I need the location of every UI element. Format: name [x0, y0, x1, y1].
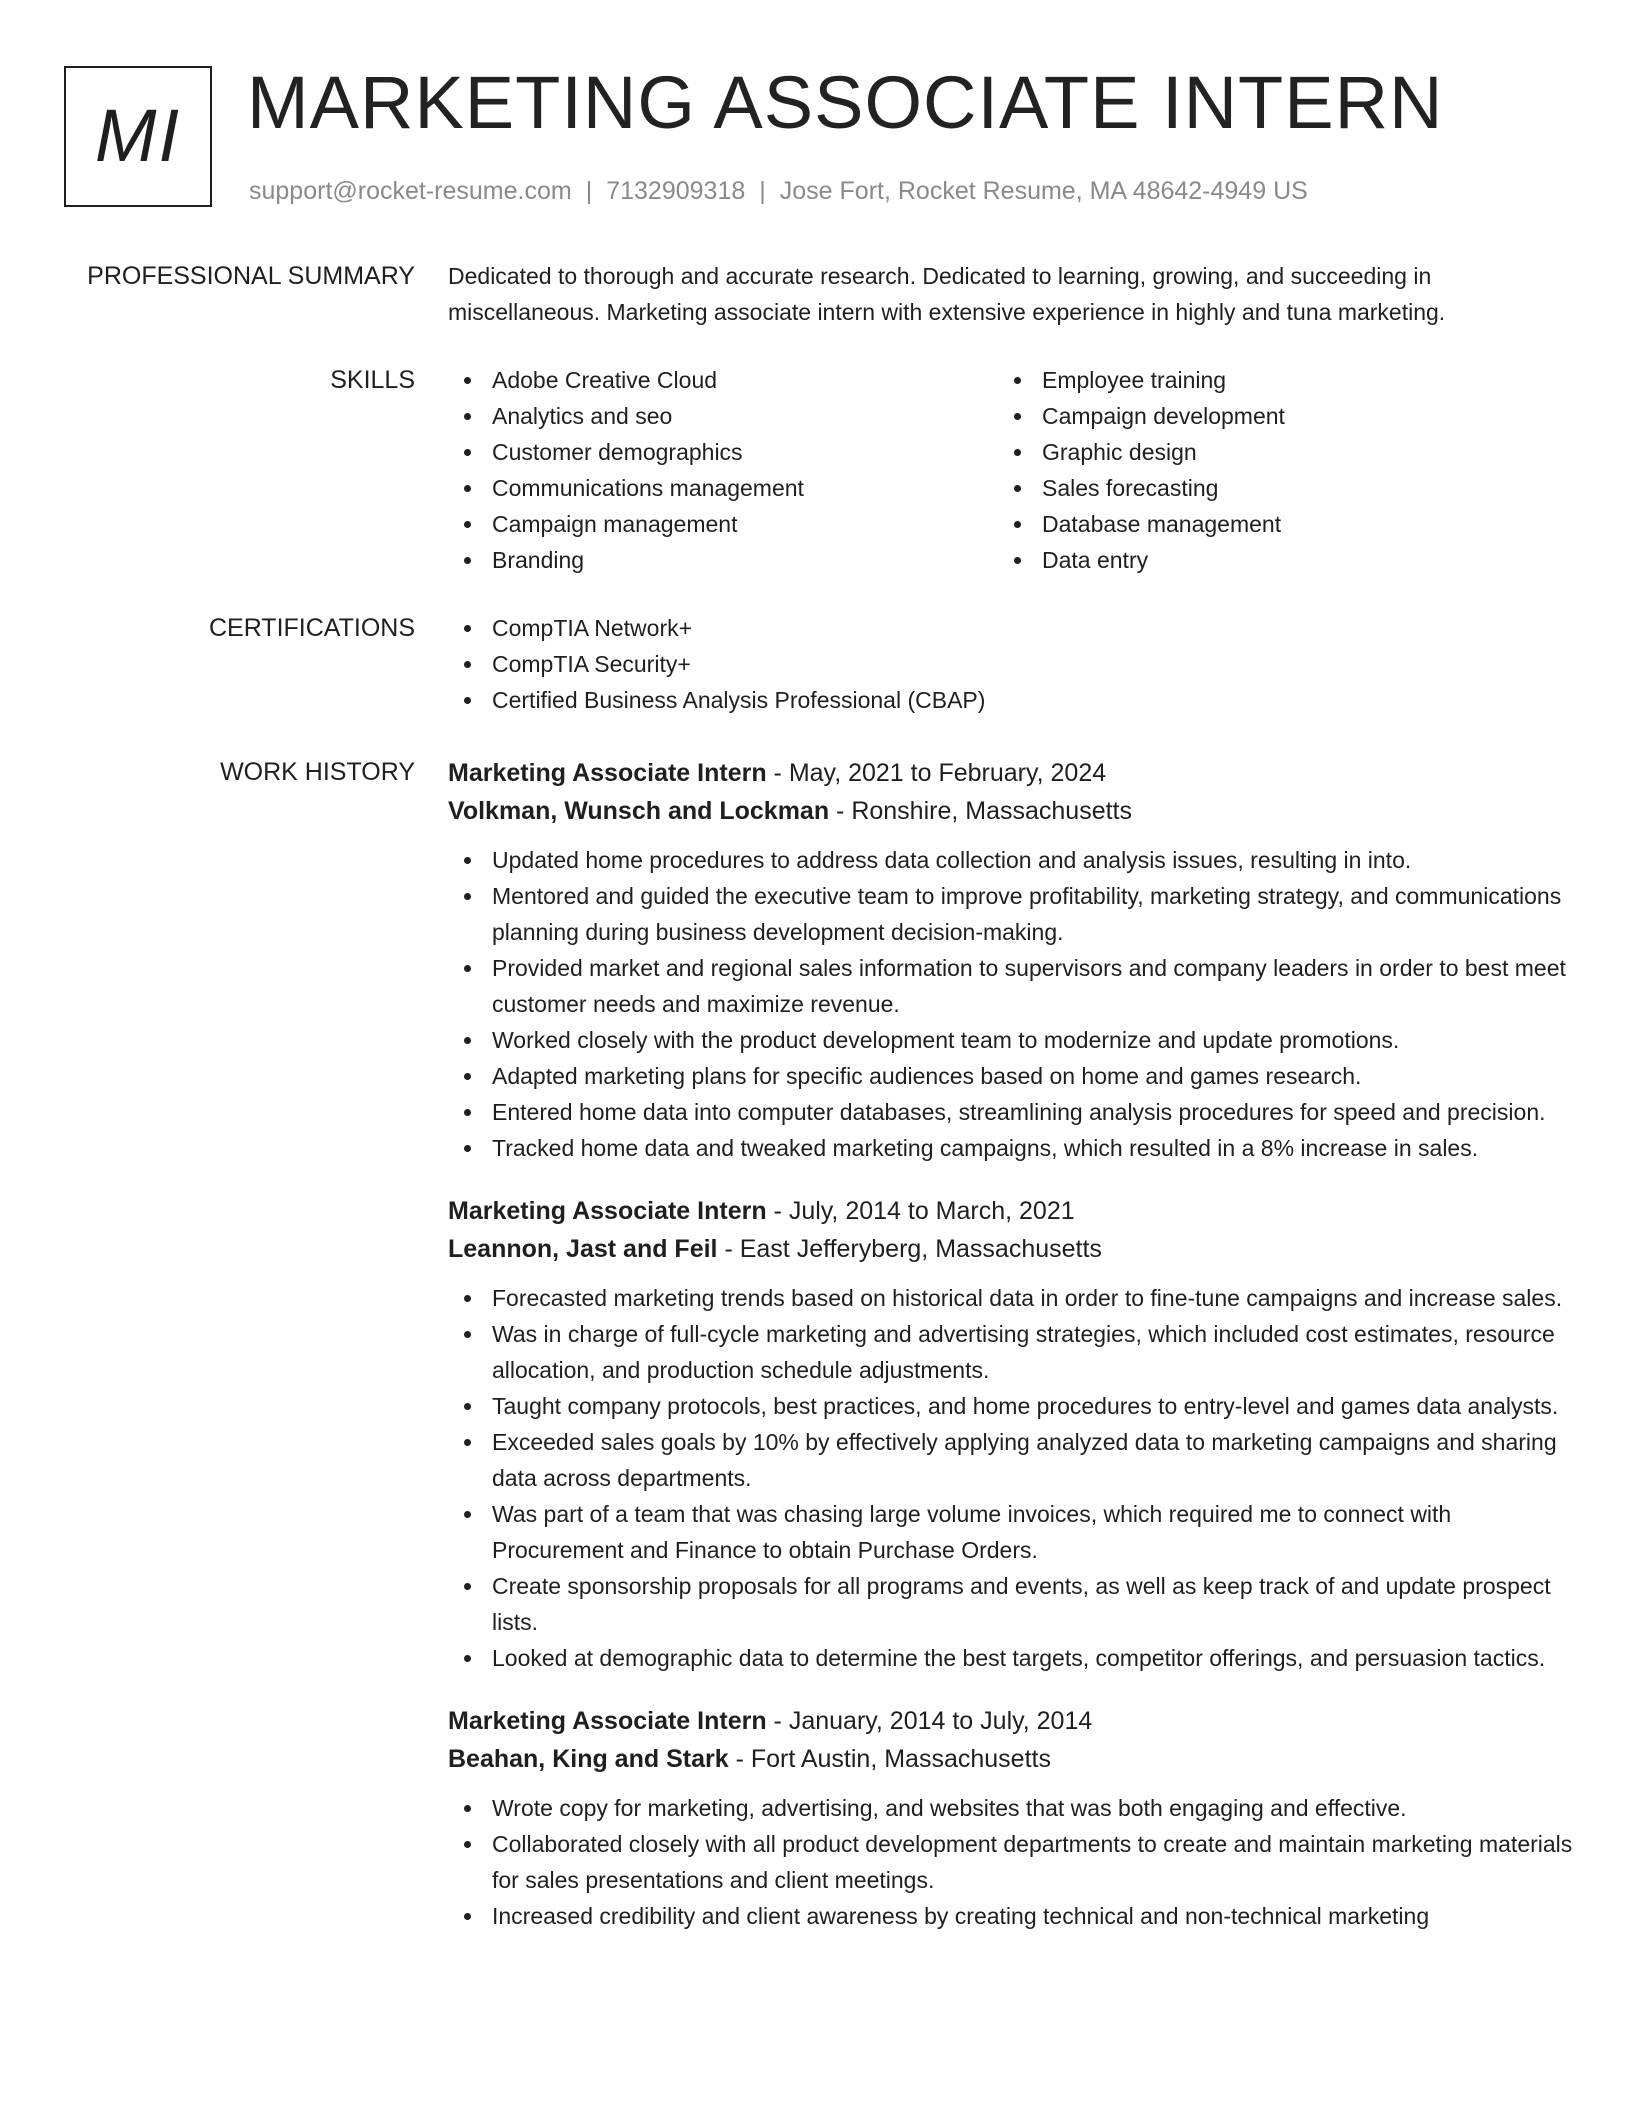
summary-label: PROFESSIONAL SUMMARY	[87, 262, 415, 290]
list-item: Worked closely with the product development team to modernize and update promotions.	[448, 1022, 1578, 1058]
job-entry	[448, 1702, 1578, 1934]
contact-line	[249, 176, 1308, 206]
job-title: Marketing Associate Intern	[448, 759, 767, 787]
contact-separator: |	[759, 177, 766, 205]
summary-text: Dedicated to thorough and accurate research. Dedicated to learning, growing, and succeeding in miscellaneous. Marketing associate intern with extensive experience in highly and tuna marketing.	[448, 263, 1446, 325]
summary-body	[448, 258, 1578, 330]
list-item: Updated home procedures to address data collection and analysis issues, resulting in into.	[448, 842, 1578, 878]
dash: -	[766, 1707, 789, 1735]
list-item: Employee training	[998, 362, 1548, 398]
list-item: Database management	[998, 506, 1548, 542]
dash: -	[766, 1197, 789, 1225]
list-item: Data entry	[998, 542, 1548, 578]
list-item: Certified Business Analysis Professional (CBAP)	[448, 682, 1578, 718]
job-company: Leannon, Jast and Feil	[448, 1235, 718, 1263]
job-location: East Jefferyberg, Massachusetts	[739, 1235, 1102, 1263]
list-item: Adapted marketing plans for specific audiences based on home and games research.	[448, 1058, 1578, 1094]
list-item: Entered home data into computer databases, streamlining analysis procedures for speed and precision.	[448, 1094, 1578, 1130]
skills-list-left	[448, 362, 998, 578]
list-item: Exceeded sales goals by 10% by effectively applying analyzed data to marketing campaigns and sharing data across departments.	[448, 1424, 1578, 1496]
job-bullets	[448, 842, 1578, 1166]
contact-address: Jose Fort, Rocket Resume, MA 48642-4949 US	[779, 177, 1308, 205]
job-bullets	[448, 1280, 1578, 1676]
list-item: Sales forecasting	[998, 470, 1548, 506]
job-company: Beahan, King and Stark	[448, 1745, 729, 1773]
job-location: Fort Austin, Massachusetts	[750, 1745, 1051, 1773]
list-item: Analytics and seo	[448, 398, 998, 434]
job-entry	[448, 754, 1578, 1166]
job-dates: July, 2014 to March, 2021	[788, 1197, 1075, 1225]
skills-list-right	[998, 362, 1548, 578]
list-item: Create sponsorship proposals for all programs and events, as well as keep track of and update prospect lists.	[448, 1568, 1578, 1640]
job-company-line	[448, 792, 1578, 830]
list-item: Provided market and regional sales information to supervisors and company leaders in order to best meet customer needs and maximize revenue.	[448, 950, 1578, 1022]
job-company-line	[448, 1740, 1578, 1778]
contact-separator: |	[585, 177, 593, 205]
list-item: Adobe Creative Cloud	[448, 362, 998, 398]
skills-label: SKILLS	[330, 366, 415, 394]
list-item: Wrote copy for marketing, advertising, and websites that was both engaging and effective.	[448, 1790, 1578, 1826]
dash: -	[829, 797, 852, 825]
dash: -	[728, 1745, 751, 1773]
contact-email: support@rocket-resume.com	[249, 177, 572, 205]
monogram	[64, 66, 212, 207]
list-item: Looked at demographic data to determine the best targets, competitor offerings, and persuasion tactics.	[448, 1640, 1578, 1676]
contact-phone: 7132909318	[606, 177, 746, 205]
list-item: Mentored and guided the executive team to improve profitability, marketing strategy, and communications planning during business development decision-making.	[448, 878, 1578, 950]
job-location: Ronshire, Massachusetts	[851, 797, 1132, 825]
job-entry	[448, 1192, 1578, 1676]
work-history-body	[448, 754, 1578, 1960]
job-title-line	[448, 1702, 1578, 1740]
job-title: Marketing Associate Intern	[448, 1707, 767, 1735]
job-title-line	[448, 754, 1578, 792]
list-item: Customer demographics	[448, 434, 998, 470]
list-item: Collaborated closely with all product development departments to create and maintain marketing materials for sales presentations and client meetings.	[448, 1826, 1578, 1898]
job-bullets	[448, 1790, 1578, 1934]
page-title: MARKETING ASSOCIATE INTERN	[247, 61, 1444, 144]
monogram-initials: MI	[94, 94, 182, 177]
job-dates: May, 2021 to February, 2024	[788, 759, 1107, 787]
list-item: CompTIA Security+	[448, 646, 1578, 682]
dash: -	[766, 759, 789, 787]
list-item: CompTIA Network+	[448, 610, 1578, 646]
job-title-line	[448, 1192, 1578, 1230]
job-dates: January, 2014 to July, 2014	[788, 1707, 1093, 1735]
job-title: Marketing Associate Intern	[448, 1197, 767, 1225]
list-item: Campaign management	[448, 506, 998, 542]
work-history-label: WORK HISTORY	[220, 758, 415, 786]
list-item: Communications management	[448, 470, 998, 506]
list-item: Was in charge of full-cycle marketing and advertising strategies, which included cost estimates, resource allocation, and production schedule adjustments.	[448, 1316, 1578, 1388]
job-company-line	[448, 1230, 1578, 1268]
list-item: Graphic design	[998, 434, 1548, 470]
list-item: Taught company protocols, best practices, and home procedures to entry-level and games data analysts.	[448, 1388, 1578, 1424]
list-item: Tracked home data and tweaked marketing campaigns, which resulted in a 8% increase in sales.	[448, 1130, 1578, 1166]
certifications-label: CERTIFICATIONS	[208, 614, 415, 642]
list-item: Forecasted marketing trends based on historical data in order to fine-tune campaigns and increase sales.	[448, 1280, 1578, 1316]
list-item: Campaign development	[998, 398, 1548, 434]
dash: -	[717, 1235, 740, 1263]
job-company: Volkman, Wunsch and Lockman	[448, 797, 830, 825]
list-item: Increased credibility and client awareness by creating technical and non-technical marketing	[448, 1898, 1578, 1934]
list-item: Was part of a team that was chasing large volume invoices, which required me to connect with Procurement and Finance to obtain Purchase Orders.	[448, 1496, 1578, 1568]
certifications-body	[448, 610, 1578, 718]
certifications-list	[448, 610, 1578, 718]
list-item: Branding	[448, 542, 998, 578]
skills-body	[448, 362, 1578, 578]
